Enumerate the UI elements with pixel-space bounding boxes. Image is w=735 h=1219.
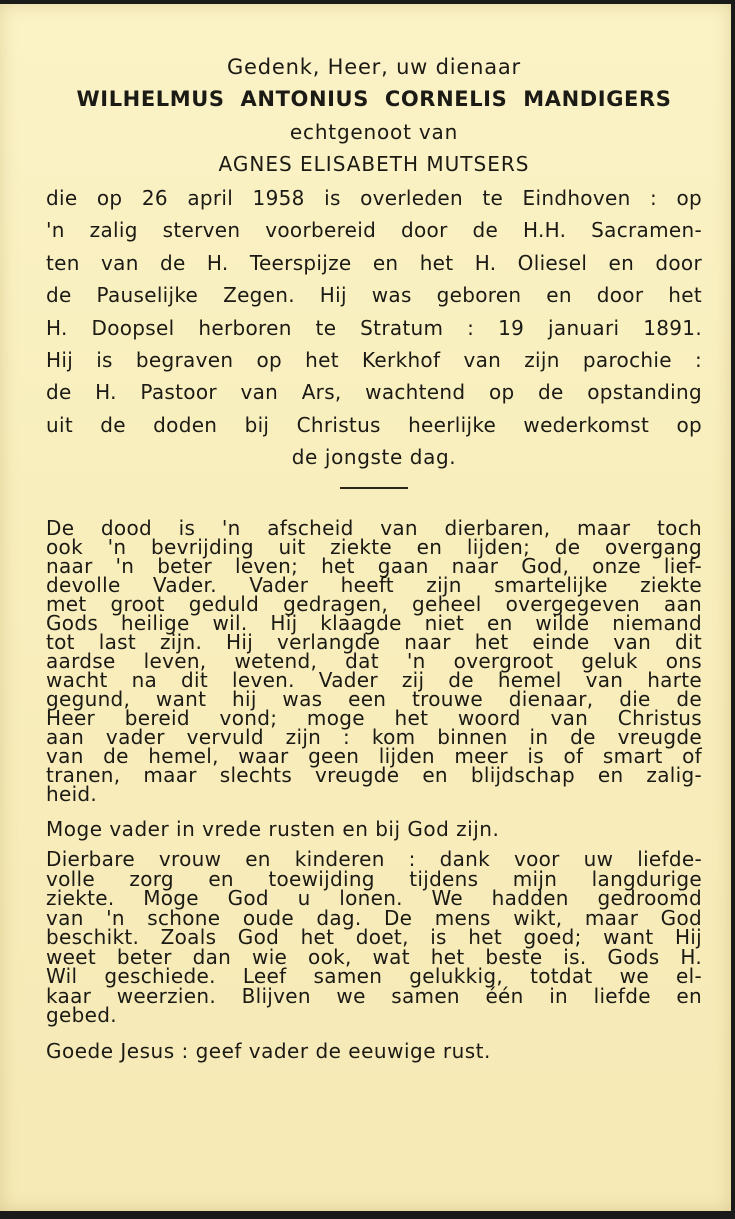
reflection-line: heid. [46, 782, 98, 807]
rest-wish-line: Moge vader in vrede rusten en bij God zijn. [46, 817, 500, 842]
spouse-of-label: echtgenoot van [289, 120, 459, 144]
reflection-line: De dood is 'n afscheid van dierbaren, maar toch [46, 516, 702, 541]
reflection-line: Gods heilige wil. Hij klaagde niet en wilde niemand [46, 611, 702, 636]
reflection-line: ook 'n bevrijding uit ziekte en lijden; de overgang [46, 535, 702, 560]
obituary-line: de Pauselijke Zegen. Hij was geboren en door het [46, 283, 702, 308]
obituary-line: die op 26 april 1958 is overleden te Eindhoven : op [46, 186, 702, 210]
family-paragraph [46, 847, 702, 1028]
obituary-line: ten van de H. Teerspijze en het H. Oliesel en door [46, 250, 702, 275]
reflection-line: gegund, want hij was een trouwe dienaar, die de [46, 687, 702, 712]
reflection-line: tranen, maar slechts vreugde en blijdschap en zalig- [46, 763, 702, 788]
family-line: beschikt. Zoals God het doet, is het goed; want Hij [46, 925, 702, 950]
reflection-line: aan vader vervuld zijn : kom binnen in de vreugde [46, 725, 702, 750]
reflection-line: van de hemel, waar geen lijden meer is of smart of [46, 744, 702, 769]
reflection-line: Heer bereid vond; moge het woord van Christus [46, 706, 702, 731]
reflection-line: met groot geduld gedragen, geheel overgegeven aan [46, 592, 702, 617]
obituary-paragraph [46, 182, 702, 441]
obituary-line: de H. Pastoor van Ars, wachtend op de opstanding [46, 380, 702, 405]
family-line: kaar weerzien. Blijven we samen één in liefde en [46, 983, 702, 1008]
card-content [46, 46, 702, 1062]
family-line: ziekte. Moge God u lonen. We hadden gedroomd [46, 886, 702, 911]
greeting-line: Gedenk, Heer, uw dienaar [226, 55, 521, 79]
reflection-line: naar 'n beter leven; het gaan naar God, onze lief- [46, 554, 702, 579]
obituary-line: H. Doopsel herboren te Stratum : 19 januari 1891. [46, 315, 702, 340]
divider-rule [340, 487, 408, 489]
obituary-line: Hij is begraven op het Kerkhof van zijn parochie : [46, 348, 702, 373]
family-line: van 'n schone oude dag. De mens wikt, maar God [46, 905, 702, 930]
reflection-line: aardse leven, wetend, dat 'n overgroot geluk ons [46, 649, 702, 674]
family-line: gebed. [46, 1003, 117, 1028]
obituary-line: uit de doden bij Christus heerlijke wederkomst op [46, 412, 702, 437]
deceased-name: WILHELMUS ANTONIUS CORNELIS MANDIGERS [76, 87, 672, 111]
reflection-line: devolle Vader. Vader heeft zijn smartelijke ziekte [46, 573, 702, 598]
spouse-name: AGNES ELISABETH MUTSERS [218, 152, 530, 176]
reflection-line: tot last zijn. Hij verlangde naar het einde van dit [46, 630, 702, 655]
closing-prayer: Goede Jesus : geef vader de eeuwige rust. [46, 1038, 491, 1063]
memorial-card [0, 4, 731, 1211]
family-line: volle zorg en toewijding tijdens mijn langdurige [46, 866, 702, 891]
family-line: weet beter dan wie ook, wat het beste is. Gods H. [46, 944, 702, 969]
reflection-line: wacht na dit leven. Vader zij de hemel van harte [46, 668, 702, 693]
reflection-paragraph [46, 516, 702, 807]
family-line: Dierbare vrouw en kinderen : dank voor uw liefde- [46, 847, 702, 872]
family-line: Wil geschiede. Leef samen gelukkig, totdat we el- [46, 964, 702, 989]
obituary-last-line: de jongste dag. [291, 445, 457, 470]
obituary-line: 'n zalig sterven voorbereid door de H.H. Sacramen- [46, 218, 702, 243]
rest-wish-paragraph [46, 818, 702, 840]
